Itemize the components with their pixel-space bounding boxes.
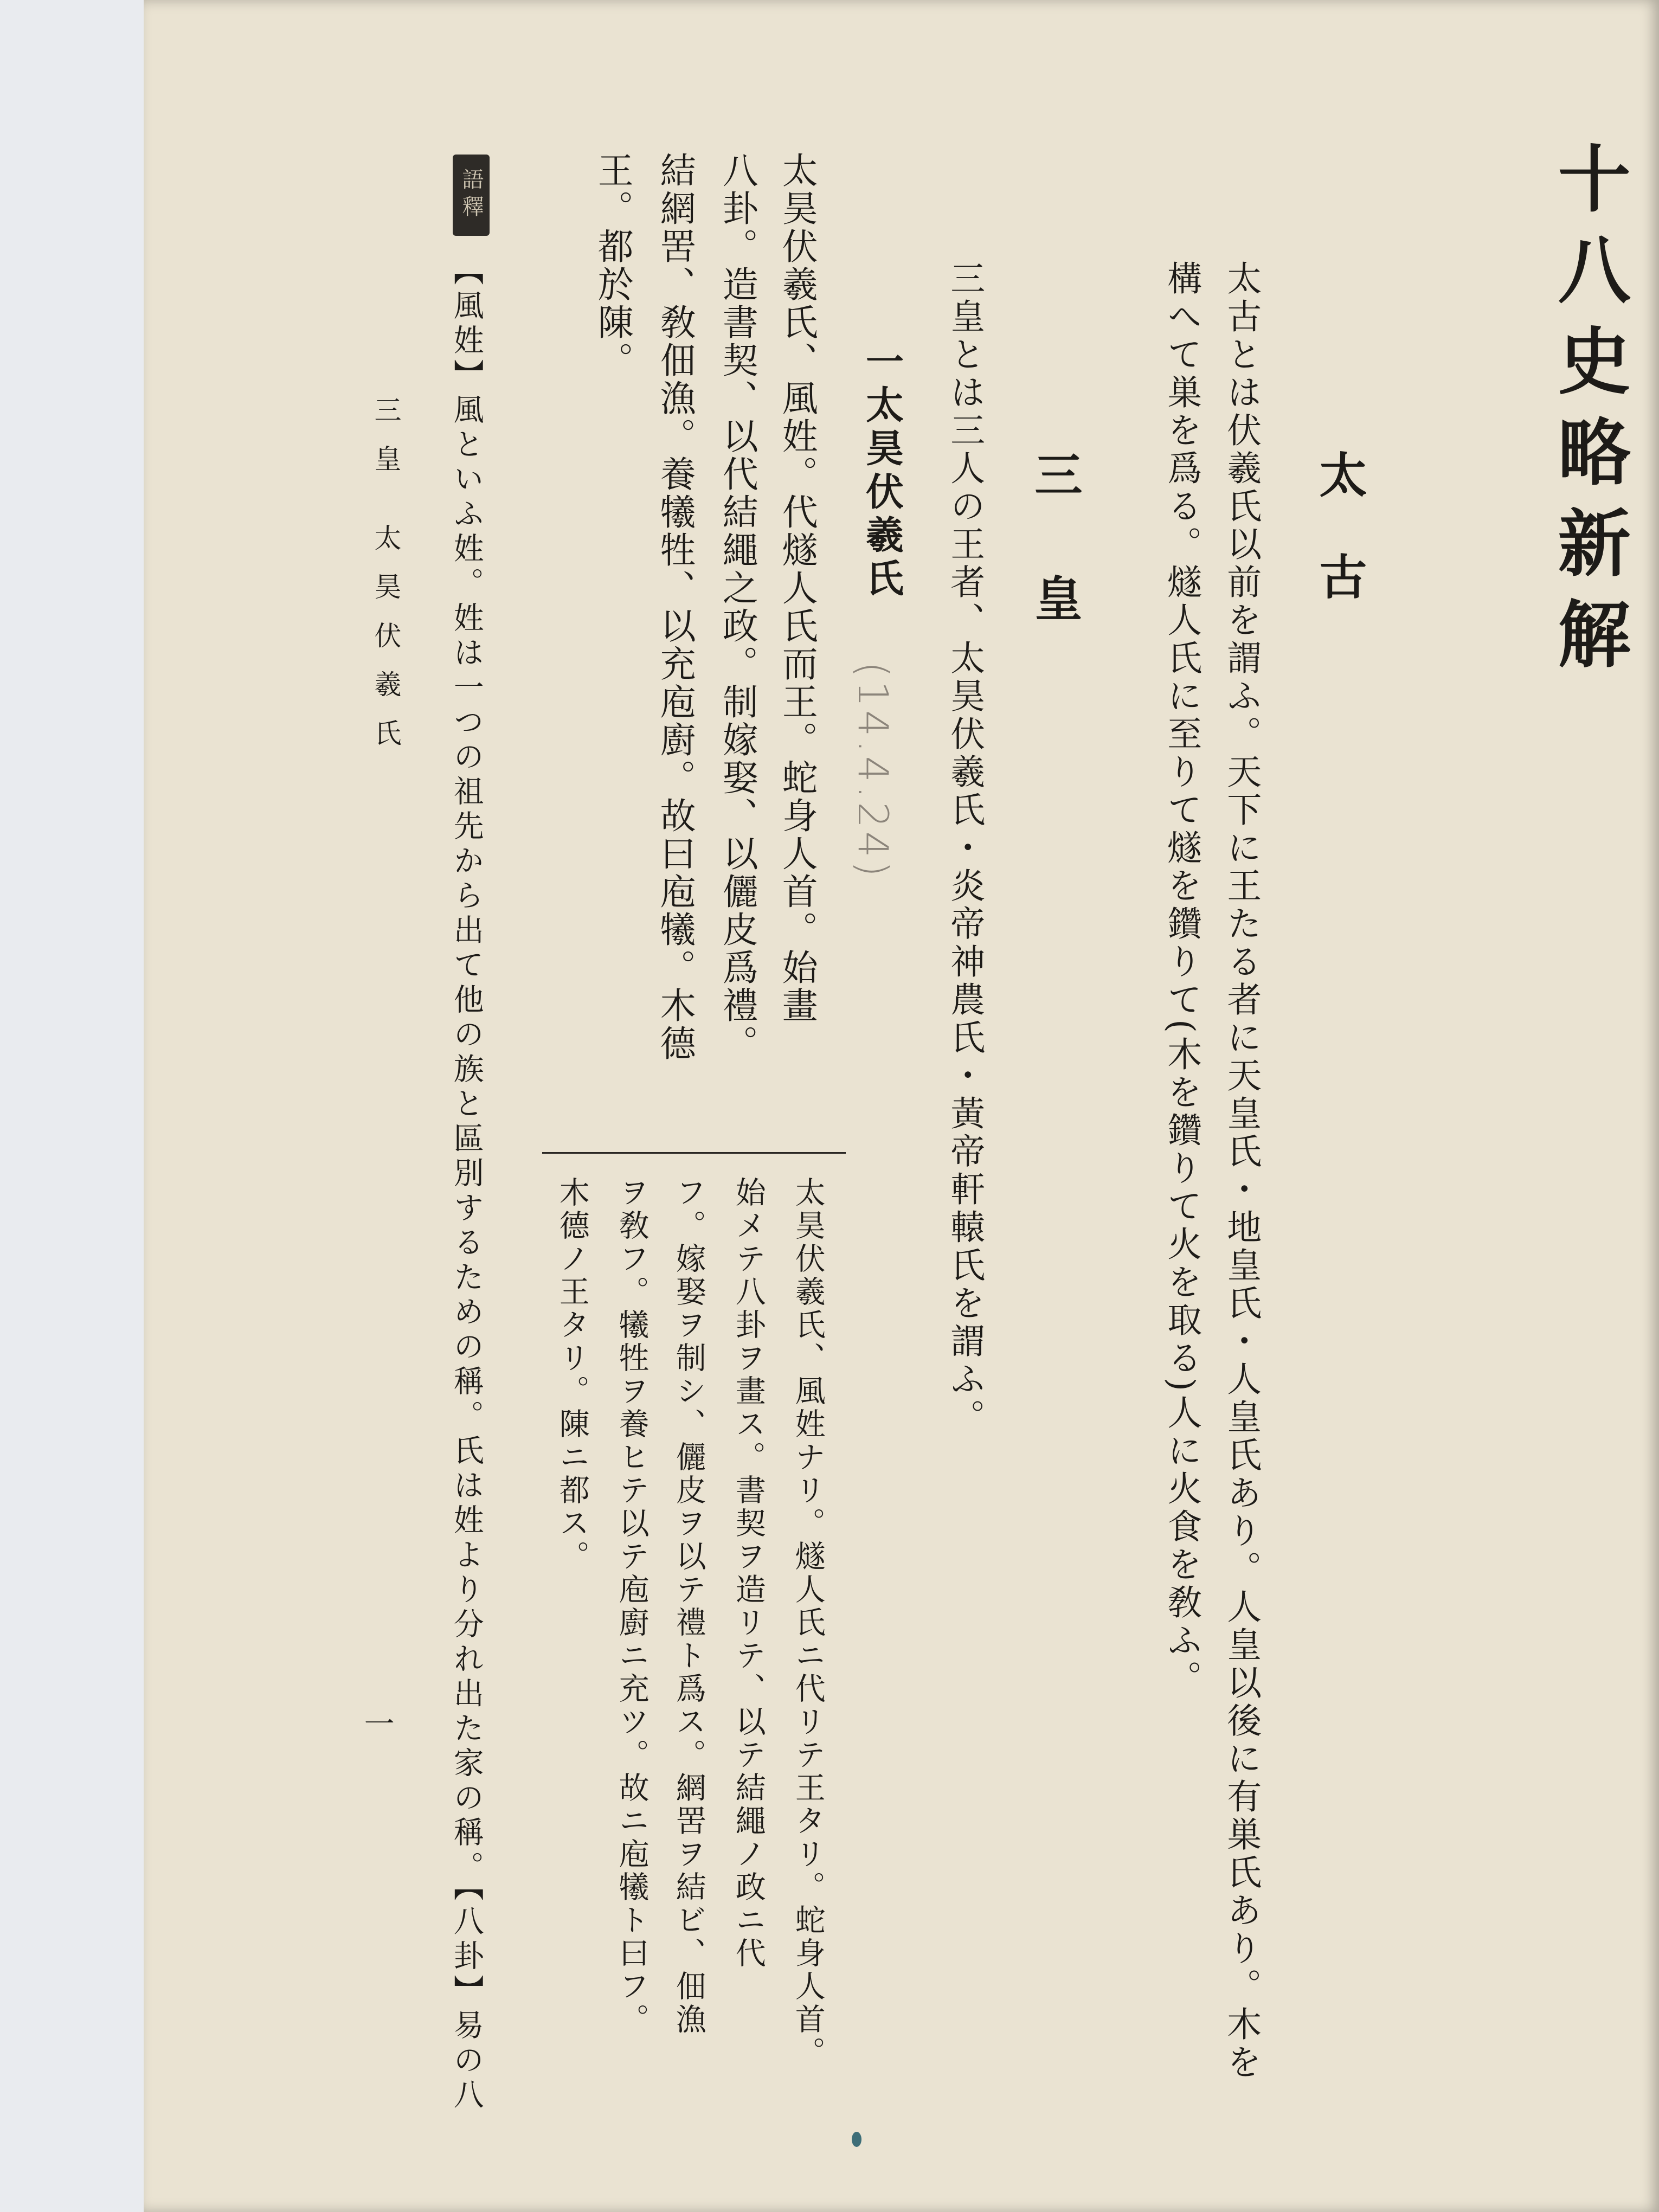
running-footer-section: 三皇 太昊伏羲氏	[370, 396, 402, 768]
kanbun-line: 太昊伏羲氏、風姓。代燧人氏而王。蛇身人首。始畫	[776, 152, 818, 1025]
book-page	[144, 0, 1659, 2212]
kanbun-divider-rule	[542, 1152, 846, 1154]
kanbun-line: 王。都於陳。	[591, 152, 634, 380]
taiko-paragraph-line-2: 構へて巣を爲る。燧人氏に至りて燧を鑽りて(木を鑽りて火を取る)人に火食を敎ふ。	[1161, 260, 1202, 1698]
notes-line: 【風姓】風といふ姓。姓は一つの祖先から出て他の族と區別するための稱。氏は姓より分れ出た家の稱。【八卦】易の八	[448, 255, 484, 2113]
book-title: 十八史略新解	[1546, 141, 1632, 687]
yomikudashi-line: 木德ノ王タリ。陳ニ都ス。	[554, 1176, 590, 1573]
ink-spot	[852, 2132, 861, 2147]
yomikudashi-line: フ。嫁娶ヲ制シ、儷皮ヲ以テ禮ト爲ス。網罟ヲ結ビ、佃漁	[671, 1176, 706, 2036]
page-number: 一	[359, 1708, 395, 1738]
kanbun-line: 八卦。造書契、以代結繩之政。制嫁娶、以儷皮爲禮。	[716, 152, 758, 1063]
handwritten-date-note: (14.4.24)	[849, 661, 897, 880]
yomikudashi-line: ヲ敎フ。犧牲ヲ養ヒテ以テ庖廚ニ充ツ。故ニ庖犧ト曰フ。	[614, 1176, 650, 2036]
yomikudashi-line: 始メテ八卦ヲ畫ス。書契ヲ造リテ、以テ結繩ノ政ニ代	[730, 1176, 766, 1970]
subsection-heading	[859, 342, 905, 602]
subsection-title: 太昊伏羲氏	[859, 385, 905, 602]
taiko-paragraph-line-1: 太古とは伏羲氏以前を謂ふ。天下に王たる者に天皇氏・地皇氏・人皇氏あり。人皇以後に有巣氏あり。木を	[1221, 260, 1262, 2082]
notes-badge: 語釋	[453, 155, 490, 236]
yomikudashi-line: 太昊伏羲氏、風姓ナリ。燧人氏ニ代リテ王タリ。蛇身人首。	[790, 1176, 826, 2069]
sanko-paragraph: 三皇とは三人の王者、太昊伏羲氏・炎帝神農氏・黃帝軒轅氏を謂ふ。	[944, 260, 985, 1437]
section-heading-taiko: 太古	[1311, 450, 1368, 654]
kanbun-line: 結網罟、敎佃漁。養犧牲、以充庖廚。故曰庖犧。木德	[654, 152, 696, 1063]
subsection-number: 一	[859, 342, 905, 385]
section-heading-sanko: 三皇	[1027, 450, 1084, 697]
